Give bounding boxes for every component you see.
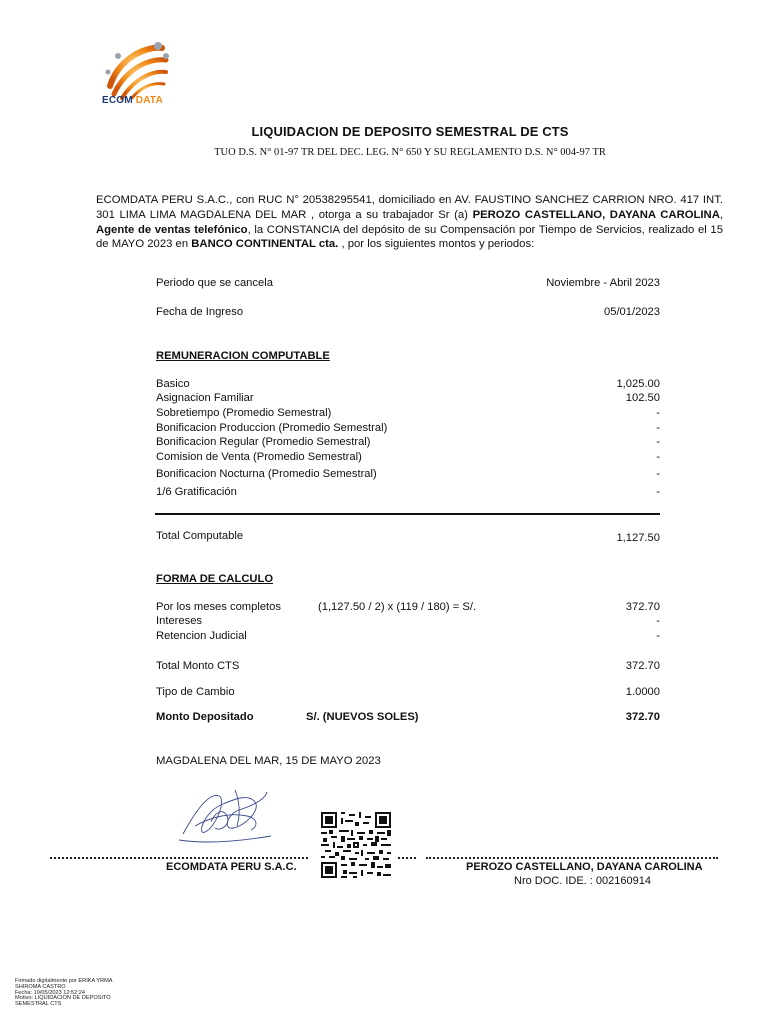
exchange-label: Tipo de Cambio <box>156 686 235 698</box>
remuneration-heading: REMUNERACION COMPUTABLE <box>156 350 330 362</box>
digital-signature-line: SEMESTRAL CTS <box>15 1001 62 1008</box>
remuneration-row <box>156 486 660 501</box>
intro-text-1: ECOMDATA PERU S.A.C., con RUC N° 20538295541, domiciliado en AV. FAUSTINO SANCHEZ CARRION NRO. 417 INT. 301 LIMA LIMA MAGDALENA DEL MAR , otorga a su trabajador Sr (a) <box>96 194 723 221</box>
signature-company-name: ECOMDATA PERU S.A.C. <box>166 861 297 873</box>
total-computable-value: 1,127.50 <box>616 532 660 544</box>
signature-line-worker <box>426 857 718 859</box>
exchange-value: 1.0000 <box>625 686 660 698</box>
remuneration-label: Comision de Venta (Promedio Semestral) <box>156 451 362 463</box>
period-value: Noviembre - Abril 2023 <box>546 277 660 289</box>
remuneration-label: Bonificacion Produccion (Promedio Semestral) <box>156 422 388 434</box>
interest-value: - <box>656 615 660 627</box>
remuneration-value: - <box>656 407 660 419</box>
remuneration-value: - <box>656 451 660 463</box>
hire-date-row <box>156 306 660 321</box>
remuneration-value: - <box>656 468 660 480</box>
digital-signature-line: SHIROMA CASTRO <box>15 983 66 990</box>
period-row <box>156 277 660 292</box>
total-cts-value: 372.70 <box>625 660 660 672</box>
retention-row <box>156 630 660 645</box>
remuneration-label: Basico <box>156 378 190 390</box>
remuneration-row <box>156 451 660 466</box>
logo-word-data: DATA <box>135 95 163 106</box>
remuneration-value: 102.50 <box>625 392 660 404</box>
months-value: 372.70 <box>625 601 660 613</box>
deposit-value: 372.70 <box>625 711 660 723</box>
retention-value: - <box>656 630 660 642</box>
calculation-heading: FORMA DE CALCULO <box>156 573 274 585</box>
handwritten-signature-icon <box>175 782 275 852</box>
remuneration-row <box>156 407 660 422</box>
total-cts-label: Total Monto CTS <box>156 660 240 672</box>
intro-position: Agente de ventas telefónico <box>96 223 248 236</box>
signature-worker-doc: Nro DOC. IDE. : 002160914 <box>514 875 651 887</box>
months-formula: (1,127.50 / 2) x (119 / 180) = S/. <box>318 601 477 613</box>
deposit-currency: S/. (NUEVOS SOLES) <box>306 711 419 723</box>
remuneration-label: Bonificacion Nocturna (Promedio Semestral) <box>156 468 377 480</box>
place-date: MAGDALENA DEL MAR, 15 DE MAYO 2023 <box>156 755 381 767</box>
months-row <box>156 601 660 616</box>
intro-bank: BANCO CONTINENTAL cta. <box>191 238 339 251</box>
logo-wordmark <box>102 95 163 106</box>
retention-label: Retencion Judicial <box>156 630 247 642</box>
remuneration-label: 1/6 Gratificación <box>156 486 237 498</box>
intro-text-3: , la CONSTANCIA del depósito de su Compensación por Tiempo de Servicios, realizado el 15 de MAYO 2023 en <box>96 223 723 251</box>
intro-text-2: , <box>719 208 724 221</box>
document-title: LIQUIDACION DE DEPOSITO SEMESTRAL DE CTS <box>251 124 569 139</box>
digital-signature-line: Motivo: LIQUIDACION DE DEPOSITO <box>15 995 111 1002</box>
remuneration-label: Sobretiempo (Promedio Semestral) <box>156 407 332 419</box>
exchange-row <box>156 686 660 701</box>
remuneration-value: - <box>656 422 660 434</box>
remuneration-label: Bonificacion Regular (Promedio Semestral) <box>156 436 371 448</box>
signature-worker-name: PEROZO CASTELLANO, DAYANA CAROLINA <box>466 861 703 873</box>
digital-signature-line: Fecha: 19/05/2023 12:52:24 <box>15 989 85 996</box>
remuneration-label: Asignacion Familiar <box>156 392 254 404</box>
remuneration-value: 1,025.00 <box>616 378 660 390</box>
remuneration-row <box>156 436 660 451</box>
total-cts-row <box>156 660 660 675</box>
hire-date-value: 05/01/2023 <box>604 306 660 318</box>
remuneration-value: - <box>656 486 660 498</box>
intro-text-4: , por los siguientes montos y periodos: <box>338 238 535 251</box>
signature-line-middle <box>398 857 416 859</box>
months-label: Por los meses completos <box>156 601 281 613</box>
interest-row <box>156 615 660 630</box>
deposit-label: Monto Depositado <box>156 711 254 723</box>
total-divider <box>155 513 660 515</box>
intro-worker-name: PEROZO CASTELLANO, DAYANA CAROLINA <box>472 208 720 221</box>
intro-paragraph <box>96 193 723 252</box>
digital-signature-note <box>15 979 155 1008</box>
remuneration-row <box>156 378 660 393</box>
signature-line-company <box>50 857 308 859</box>
period-label: Periodo que se cancela <box>156 277 273 289</box>
remuneration-row <box>156 392 660 407</box>
interest-label: Intereses <box>156 615 203 627</box>
remuneration-value: - <box>656 436 660 448</box>
remuneration-row <box>156 468 660 483</box>
digital-signature-line: Firmado digitalmente por ERIKA YRMA <box>15 978 113 984</box>
total-computable-label: Total Computable <box>156 530 244 542</box>
hire-date-label: Fecha de Ingreso <box>156 306 244 318</box>
deposit-row <box>156 711 660 726</box>
logo-word-ecom: ECOM <box>102 95 133 106</box>
total-computable-row <box>156 530 660 545</box>
document-subtitle: TUO D.S. N° 01-97 TR DEL DEC. LEG. N° 650 Y SU REGLAMENTO D.S. N° 004-97 TR <box>214 147 606 158</box>
qr-code-icon <box>321 812 391 878</box>
remuneration-row <box>156 422 660 437</box>
